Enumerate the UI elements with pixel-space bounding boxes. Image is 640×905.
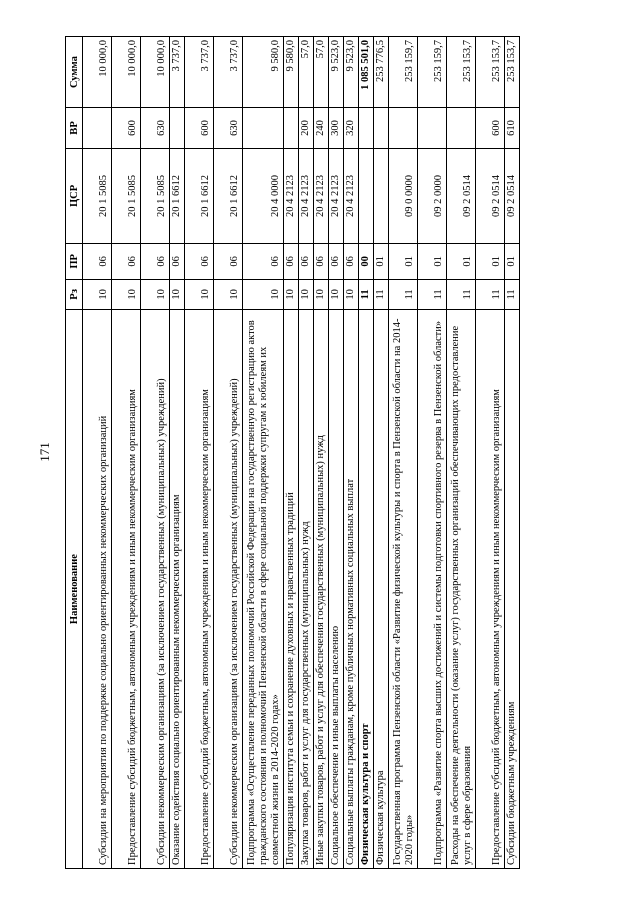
row-name-cell: Социальное обеспечение и иные выплаты населению (329, 310, 344, 869)
row-sum-cell: 253 153,7 (447, 37, 476, 108)
row-vr-cell: 600 (112, 108, 141, 149)
row-csr-cell: 09 2 0514 (476, 148, 505, 243)
row-rz-cell: 11 (418, 279, 447, 309)
row-pr-cell: 06 (329, 244, 344, 280)
row-sum-cell: 9 523,0 (344, 37, 359, 108)
row-pr-cell: 06 (112, 244, 141, 280)
row-vr-cell: 320 (344, 108, 359, 149)
row-rz-cell: 10 (185, 279, 214, 309)
row-vr-cell (243, 108, 284, 149)
row-csr-cell: 20 1 6612 (185, 148, 214, 243)
table-row (374, 37, 389, 869)
row-vr-cell (83, 108, 112, 149)
row-name-cell: Иные закупки товаров, работ и услуг для обеспечения государственных (муниципальных) нужд (314, 310, 329, 869)
row-name-cell: Субсидии на мероприятия по поддержке социально ориентированных некоммерческих организаций (83, 310, 112, 869)
table-row (476, 37, 505, 869)
row-pr-cell: 01 (447, 244, 476, 280)
row-csr-cell (359, 148, 374, 243)
row-sum-cell: 253 153,7 (476, 37, 505, 108)
budget-table (65, 36, 520, 869)
row-rz-cell: 10 (299, 279, 314, 309)
row-sum-cell: 57,0 (299, 37, 314, 108)
row-csr-cell: 20 1 5085 (83, 148, 112, 243)
row-name-cell: Подпрограмма «Развитие спорта высших достижений и системы подготовки спортивного резерва в Пензенской области» (418, 310, 447, 869)
row-vr-cell (170, 108, 185, 149)
row-csr-cell: 09 2 0000 (418, 148, 447, 243)
table-body (83, 37, 520, 869)
row-sum-cell: 1 085 501,0 (359, 37, 374, 108)
row-vr-cell (447, 108, 476, 149)
row-csr-cell: 20 1 6612 (170, 148, 185, 243)
row-sum-cell: 10 000,0 (141, 37, 170, 108)
row-sum-cell: 3 737,0 (170, 37, 185, 108)
row-rz-cell: 10 (314, 279, 329, 309)
row-sum-cell: 253 153,7 (505, 37, 520, 108)
row-name-cell: Субсидии некоммерческим организациям (за исключением государственных (муниципальных) учреждений) (141, 310, 170, 869)
row-sum-cell: 253 159,7 (389, 37, 418, 108)
row-rz-cell: 11 (389, 279, 418, 309)
row-vr-cell: 610 (505, 108, 520, 149)
row-pr-cell: 06 (284, 244, 299, 280)
row-name-cell: Субсидии некоммерческим организациям (за исключением государственных (муниципальных) учреждений) (214, 310, 243, 869)
row-name-cell: Популяризация института семьи и сохранение духовных и нравственных традиций (284, 310, 299, 869)
row-pr-cell: 01 (505, 244, 520, 280)
row-vr-cell (284, 108, 299, 149)
row-pr-cell: 01 (476, 244, 505, 280)
row-name-cell: Социальные выплаты гражданам, кроме публичных нормативных социальных выплат (344, 310, 359, 869)
header-vr: ВР (66, 108, 83, 149)
row-rz-cell: 11 (359, 279, 374, 309)
header-pr: ПР (66, 244, 83, 280)
table-row (214, 37, 243, 869)
row-vr-cell: 300 (329, 108, 344, 149)
row-csr-cell: 20 1 5085 (112, 148, 141, 243)
table-row (344, 37, 359, 869)
row-rz-cell: 10 (170, 279, 185, 309)
row-pr-cell: 01 (374, 244, 389, 280)
table-row (314, 37, 329, 869)
row-pr-cell: 06 (344, 244, 359, 280)
row-vr-cell (418, 108, 447, 149)
row-name-cell: Государственная программа Пензенской области «Развитие физической культуры и спорта в Пензенской области на 2014-2020 годы» (389, 310, 418, 869)
row-rz-cell: 11 (505, 279, 520, 309)
row-sum-cell: 9 580,0 (284, 37, 299, 108)
row-rz-cell: 10 (329, 279, 344, 309)
row-csr-cell: 09 0 0000 (389, 148, 418, 243)
table-row (299, 37, 314, 869)
row-name-cell: Расходы на обеспечение деятельности (оказание услуг) государственных организаций обеспечивающих предоставление услуг в сфере образования (447, 310, 476, 869)
row-sum-cell: 9 580,0 (243, 37, 284, 108)
row-pr-cell: 06 (243, 244, 284, 280)
row-name-cell: Предоставление субсидий бюджетным, автономным учреждениям и иным некоммерческим организациям (112, 310, 141, 869)
table-row (141, 37, 170, 869)
table-row (418, 37, 447, 869)
row-vr-cell: 600 (476, 108, 505, 149)
row-pr-cell: 06 (185, 244, 214, 280)
row-name-cell: Оказание содействия социально ориентированным некоммерческим организациям (170, 310, 185, 869)
table-row (447, 37, 476, 869)
row-name-cell: Закупка товаров, работ и услуг для государственных (муниципальных) нужд (299, 310, 314, 869)
row-csr-cell: 20 4 2123 (314, 148, 329, 243)
row-csr-cell: 20 4 2123 (329, 148, 344, 243)
row-sum-cell: 9 523,0 (329, 37, 344, 108)
table-row (359, 37, 374, 869)
row-name-cell: Субсидии бюджетным учреждениям (505, 310, 520, 869)
header-name: Наименование (66, 310, 83, 869)
row-csr-cell: 20 4 0000 (243, 148, 284, 243)
row-csr-cell: 20 4 2123 (299, 148, 314, 243)
row-name-cell: Физическая культура (374, 310, 389, 869)
row-name-cell: Подпрограмма «Осуществление переданных полномочий Российской Федерации на государственную регистрацию актов гражданского состояния и полномочий Пензенской области в сфере социальной поддержки супругам к юбилеям их совместной жизни в 2014-2020 годах» (243, 310, 284, 869)
row-rz-cell: 10 (284, 279, 299, 309)
row-sum-cell: 253 776,5 (374, 37, 389, 108)
row-pr-cell: 00 (359, 244, 374, 280)
row-sum-cell: 57,0 (314, 37, 329, 108)
row-sum-cell: 10 000,0 (112, 37, 141, 108)
row-vr-cell (389, 108, 418, 149)
row-csr-cell: 09 2 0514 (447, 148, 476, 243)
row-pr-cell: 06 (141, 244, 170, 280)
row-sum-cell: 3 737,0 (185, 37, 214, 108)
row-vr-cell: 600 (185, 108, 214, 149)
row-pr-cell: 01 (418, 244, 447, 280)
header-csr: ЦСР (66, 148, 83, 243)
row-sum-cell: 3 737,0 (214, 37, 243, 108)
row-rz-cell: 10 (112, 279, 141, 309)
row-rz-cell: 10 (83, 279, 112, 309)
table-row (83, 37, 112, 869)
table-row (505, 37, 520, 869)
row-csr-cell: 20 4 2123 (284, 148, 299, 243)
row-pr-cell: 06 (299, 244, 314, 280)
row-rz-cell: 10 (214, 279, 243, 309)
row-sum-cell: 10 000,0 (83, 37, 112, 108)
page-number: 171 (37, 442, 52, 462)
table-row (185, 37, 214, 869)
row-pr-cell: 06 (83, 244, 112, 280)
table-header-row (66, 37, 83, 869)
row-pr-cell: 06 (214, 244, 243, 280)
row-csr-cell: 20 1 6612 (214, 148, 243, 243)
row-pr-cell: 06 (314, 244, 329, 280)
row-sum-cell: 253 159,7 (418, 37, 447, 108)
row-rz-cell: 11 (476, 279, 505, 309)
table-row (389, 37, 418, 869)
row-pr-cell: 06 (170, 244, 185, 280)
table-row (284, 37, 299, 869)
row-vr-cell: 630 (214, 108, 243, 149)
row-csr-cell: 09 2 0514 (505, 148, 520, 243)
header-rz: Рз (66, 279, 83, 309)
table-row (112, 37, 141, 869)
table-row (243, 37, 284, 869)
row-rz-cell: 11 (447, 279, 476, 309)
row-vr-cell (359, 108, 374, 149)
row-rz-cell: 10 (344, 279, 359, 309)
budget-table-sheet (65, 36, 605, 869)
row-vr-cell: 200 (299, 108, 314, 149)
row-rz-cell: 10 (243, 279, 284, 309)
row-vr-cell (374, 108, 389, 149)
row-rz-cell: 10 (141, 279, 170, 309)
row-vr-cell: 630 (141, 108, 170, 149)
row-name-cell: Предоставление субсидий бюджетным, автономным учреждениям и иным некоммерческим организациям (185, 310, 214, 869)
row-csr-cell: 20 4 2123 (344, 148, 359, 243)
row-rz-cell: 11 (374, 279, 389, 309)
row-vr-cell: 240 (314, 108, 329, 149)
table-row (170, 37, 185, 869)
row-name-cell: Физическая культура и спорт (359, 310, 374, 869)
header-sum: Сумма (66, 37, 83, 108)
row-csr-cell: 20 1 5085 (141, 148, 170, 243)
table-row (329, 37, 344, 869)
row-pr-cell: 01 (389, 244, 418, 280)
row-name-cell: Предоставление субсидий бюджетным, автономным учреждениям и иным некоммерческим организациям (476, 310, 505, 869)
row-csr-cell (374, 148, 389, 243)
